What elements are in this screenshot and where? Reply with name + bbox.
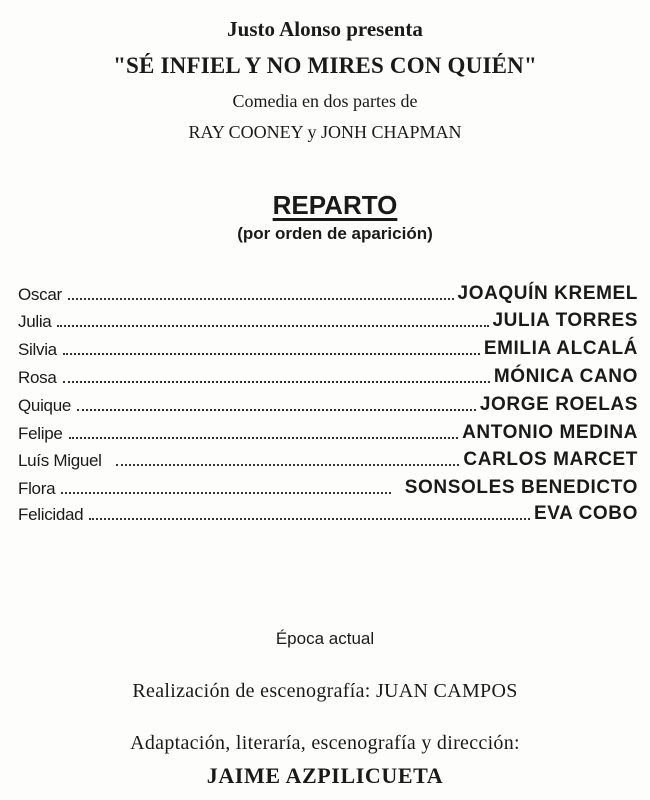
dot-leader	[63, 353, 480, 355]
dot-leader	[77, 409, 476, 411]
dot-leader	[69, 437, 459, 439]
actor-name: MÓNICA CANO	[493, 366, 638, 387]
cast-heading-text: REPARTO	[272, 190, 398, 220]
dot-leader	[68, 298, 454, 300]
actor-name: JOAQUÍN KREMEL	[457, 283, 638, 304]
director-name: JAIME AZPILICUETA	[206, 763, 444, 788]
cast-heading	[0, 190, 650, 221]
role-name: Silvia	[18, 340, 57, 359]
cast-row	[18, 305, 638, 331]
role-name: Felipe	[18, 424, 63, 443]
epoch-line: Época actual	[275, 629, 375, 648]
play-subtitle: Comedia en dos partes de	[232, 91, 418, 111]
actor-name: EVA COBO	[533, 503, 638, 524]
cast-order-note: (por orden de aparición)	[237, 224, 433, 243]
play-title: "SÉ INFIEL Y NO MIRES CON QUIÉN"	[113, 53, 537, 78]
cast-row	[18, 472, 638, 498]
actor-name: SONSOLES BENEDICTO	[404, 477, 638, 498]
cast-row	[18, 417, 638, 443]
presenter-line: Justo Alonso presenta	[227, 17, 423, 41]
role-name: Oscar	[18, 285, 62, 304]
role-name: Julia	[18, 312, 52, 331]
dot-leader	[89, 518, 530, 520]
cast-row	[18, 333, 638, 359]
role-name: Rosa	[18, 368, 57, 387]
cast-row	[18, 278, 638, 304]
role-name: Luís Miguel	[18, 451, 102, 470]
cast-row	[18, 498, 638, 524]
actor-name: JORGE ROELAS	[479, 394, 638, 415]
dot-leader	[61, 492, 391, 494]
actor-name: ANTONIO MEDINA	[462, 422, 638, 443]
dot-leader	[116, 464, 460, 466]
role-name: Flora	[18, 479, 56, 498]
role-name: Quique	[18, 396, 72, 415]
scenography-credit: Realización de escenografía: JUAN CAMPOS	[132, 680, 518, 702]
adaptation-credit: Adaptación, literaría, escenografía y dirección:	[130, 732, 520, 754]
role-name: Felicidad	[18, 505, 84, 524]
dot-leader	[63, 381, 490, 383]
actor-name: JULIA TORRES	[492, 310, 638, 331]
cast-row	[18, 361, 638, 387]
cast-row	[18, 444, 638, 470]
actor-name: CARLOS MARCET	[463, 449, 638, 470]
cast-row	[18, 389, 638, 415]
dot-leader	[57, 325, 488, 327]
authors-line: RAY COONEY y JONH CHAPMAN	[188, 122, 462, 142]
actor-name: EMILIA ALCALÁ	[483, 338, 638, 359]
